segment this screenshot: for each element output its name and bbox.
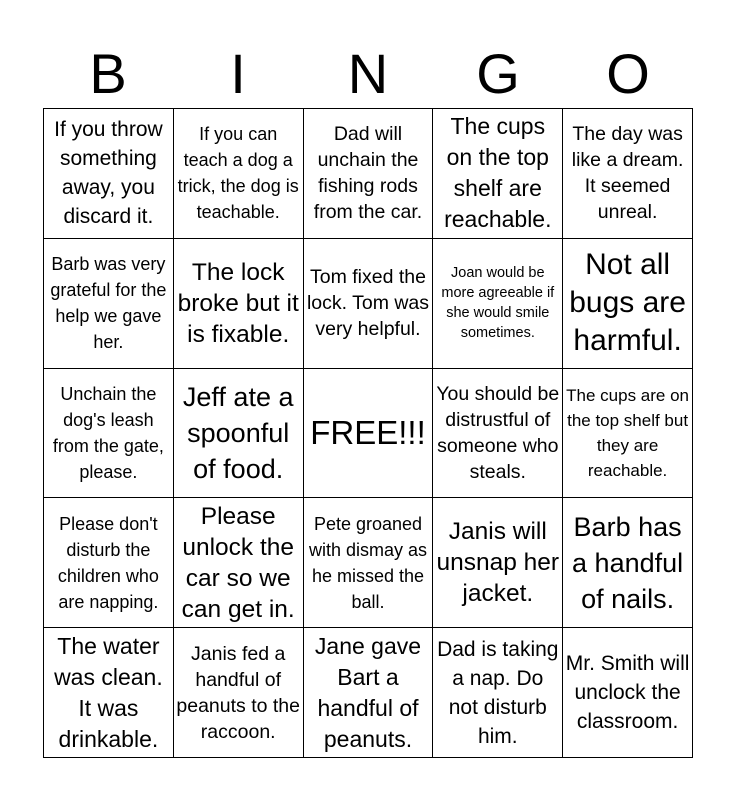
bingo-cell[interactable] xyxy=(174,498,304,628)
cell-text: The day was like a dream. It seemed unreal. xyxy=(571,123,684,224)
bingo-cell[interactable] xyxy=(44,628,174,758)
cell-text: Jeff ate a spoonful of food. xyxy=(182,381,294,484)
bingo-cell[interactable] xyxy=(44,239,174,369)
cell-text: If you can teach a dog a trick, the dog is teachable. xyxy=(177,124,299,223)
bingo-cell[interactable] xyxy=(174,628,304,758)
bingo-cell[interactable] xyxy=(563,369,693,499)
cell-text: Dad will unchain the fishing rods from the car. xyxy=(313,123,423,224)
header-letter-b: B xyxy=(89,42,127,105)
cell-text: The lock broke but it is fixable. xyxy=(177,258,299,348)
header-letter-i: I xyxy=(230,42,246,105)
bingo-header xyxy=(43,40,693,108)
bingo-cell[interactable] xyxy=(433,628,563,758)
bingo-cell[interactable] xyxy=(563,239,693,369)
bingo-grid xyxy=(43,108,693,758)
bingo-cell[interactable] xyxy=(563,628,693,758)
bingo-cell[interactable] xyxy=(174,239,304,369)
bingo-cell[interactable] xyxy=(174,109,304,239)
bingo-cell[interactable] xyxy=(433,109,563,239)
bingo-cell[interactable] xyxy=(563,498,693,628)
cell-text: Please don't disturb the children who are napping. xyxy=(57,513,159,612)
cell-text: Unchain the dog's leash from the gate, please. xyxy=(52,383,164,482)
cell-text: Janis will unsnap her jacket. xyxy=(436,518,560,608)
header-letter-g: G xyxy=(476,42,520,105)
cell-text: Pete groaned with dismay as he missed the ball. xyxy=(308,513,428,612)
cell-text: Barb was very grateful for the help we gave her. xyxy=(50,254,167,353)
cell-text: Not all bugs are harmful. xyxy=(569,248,686,358)
cell-text: The cups on the top shelf are reachable. xyxy=(444,113,552,233)
bingo-cell[interactable] xyxy=(44,369,174,499)
cell-text: Janis fed a handful of peanuts to the raccoon. xyxy=(176,642,300,743)
cell-text: You should be distrustful of someone who steals. xyxy=(436,382,560,483)
cell-text: FREE!!! xyxy=(310,413,426,451)
cell-text: Joan would be more agreeable if she would smile sometimes. xyxy=(441,265,555,342)
header-letter-n: N xyxy=(347,42,389,105)
cell-text: The water was clean. It was drinkable. xyxy=(54,632,163,752)
bingo-cell[interactable] xyxy=(433,498,563,628)
cell-text: Jane gave Bart a handful of peanuts. xyxy=(314,632,422,752)
cell-text: Mr. Smith will unclock the classroom. xyxy=(565,652,690,734)
header-letter-o: O xyxy=(606,42,650,105)
bingo-cell[interactable] xyxy=(304,628,434,758)
bingo-cell[interactable] xyxy=(44,109,174,239)
bingo-cell[interactable] xyxy=(563,109,693,239)
cell-text: Tom fixed the lock. Tom was very helpful. xyxy=(306,266,430,341)
bingo-cell[interactable] xyxy=(304,498,434,628)
bingo-cell[interactable] xyxy=(304,109,434,239)
bingo-cell[interactable] xyxy=(433,239,563,369)
cell-text: The cups are on the top shelf but they are reachable. xyxy=(566,385,690,480)
cell-text: Barb has a handful of nails. xyxy=(572,511,684,614)
bingo-cell[interactable] xyxy=(174,369,304,499)
bingo-cell[interactable] xyxy=(433,369,563,499)
cell-text: Please unlock the car so we can get in. xyxy=(181,502,295,623)
free-space-cell[interactable] xyxy=(304,369,434,499)
cell-text: If you throw something away, you discard it. xyxy=(54,118,163,229)
bingo-cell[interactable] xyxy=(44,498,174,628)
bingo-cell[interactable] xyxy=(304,239,434,369)
cell-text: Dad is taking a nap. Do not disturb him. xyxy=(437,637,559,748)
